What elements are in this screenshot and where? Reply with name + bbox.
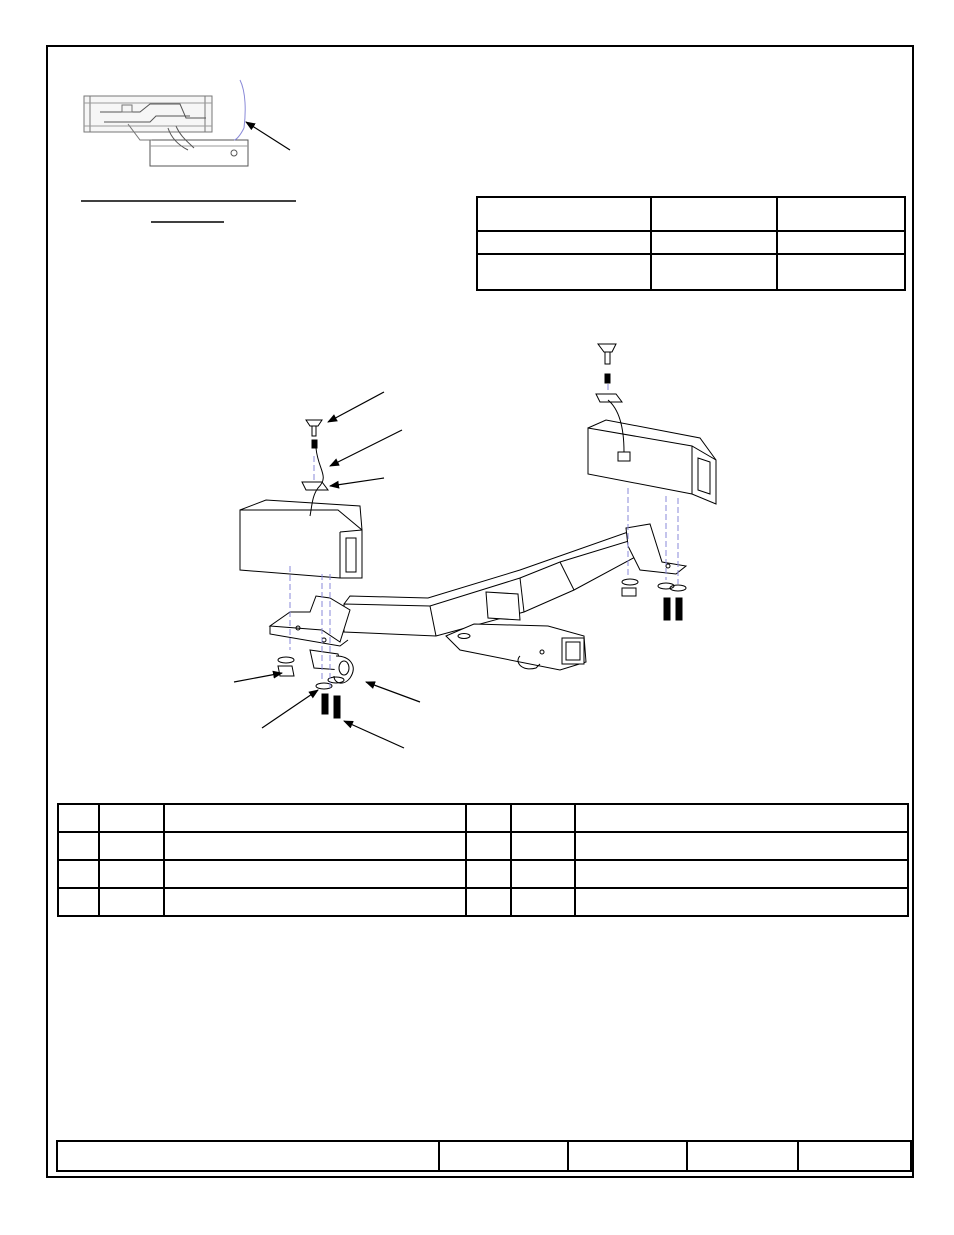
trailer-hitch-exploded-view-icon — [240, 344, 716, 718]
left-mounting-bracket — [270, 596, 350, 646]
callout-arrow — [366, 682, 420, 702]
right-frame-rail — [588, 420, 716, 504]
callout-arrow — [328, 392, 384, 422]
detail-leader-arrow — [246, 122, 290, 150]
safety-chain-loop — [310, 650, 353, 683]
left-top-hardware — [302, 420, 328, 516]
right-mounting-bracket — [626, 524, 686, 574]
callout-arrow — [234, 673, 282, 682]
callout-arrow — [262, 690, 318, 728]
right-bottom-hardware — [622, 579, 686, 620]
callout-arrow — [330, 478, 384, 486]
callout-arrow — [344, 721, 404, 748]
hitch-cross-tube — [344, 532, 652, 636]
hitch-detail-inset-icon — [84, 80, 248, 166]
callout-arrow — [330, 430, 402, 466]
left-frame-rail — [240, 500, 362, 578]
